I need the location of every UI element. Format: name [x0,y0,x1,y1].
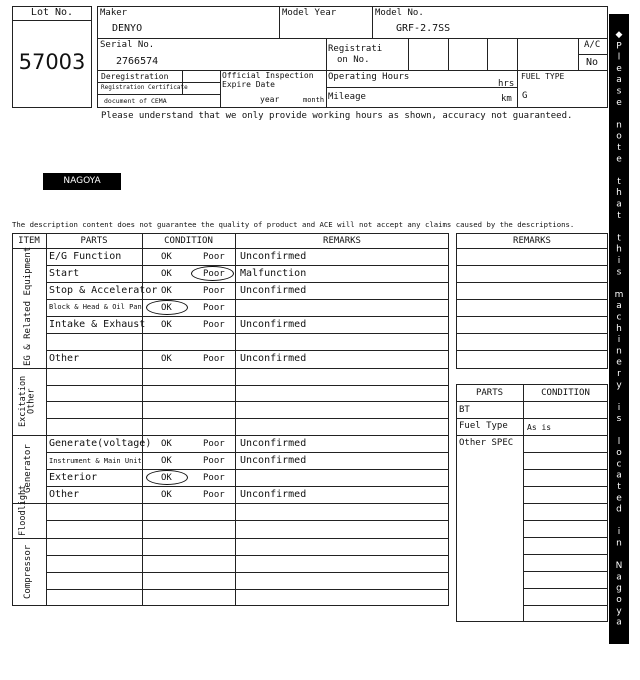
condition-ok: OK [161,473,172,483]
part-label: Other [49,353,80,364]
model-year-label: Model Year [282,8,337,18]
condition-ok: OK [161,456,172,466]
lot-no-label: Lot No. [30,7,74,18]
condition-ok: OK [161,303,172,313]
hours-note: Please understand that we only provide working hours as shown, accuracy not guaranteed. [101,111,573,121]
right-parts-label: PARTS [475,388,504,398]
ac-value: No [586,57,599,68]
disclaimer: The description content does not guarantee the quality of product and ACE will not accept any claims caused by the descriptions. [12,220,575,229]
part-label: Stop & Accelerator [49,285,158,296]
month-label: month [303,96,325,104]
header-item: ITEM [18,236,40,246]
condition-poor: Poor [203,354,225,364]
bt-label: BT [459,405,470,415]
part-label: Exterior [49,472,98,483]
remarks-value: Unconfirmed [240,489,307,500]
header-remarks-right: REMARKS [513,236,551,246]
part-label: Block & Head & Oil Pan [49,303,142,311]
fuel-type-value: G [522,91,528,101]
year-label: year [260,95,280,104]
remarks-value: Malfunction [240,268,307,279]
ac-label: A/C [584,40,601,50]
serial-label: Serial No. [100,40,155,50]
cema-label: document of CEMA [104,97,167,105]
remarks-value: Unconfirmed [240,285,307,296]
location-tag: NAGOYA [43,173,121,190]
other-spec-label: Other SPEC [459,438,514,448]
condition-poor: Poor [203,456,225,466]
right-condition-label: CONDITION [541,388,590,398]
registration-label-1: Registrati [328,44,383,54]
group-eg: EG & Related Equipment [23,246,33,366]
condition-poor: Poor [203,473,225,483]
part-label: Intake & Exhaust [49,319,146,330]
part-label: E/G Function [49,251,122,262]
header-parts: PARTS [80,236,108,246]
registration-label-2: on No. [337,55,370,65]
condition-ok: OK [161,354,172,364]
lot-no-value: 57003 [18,50,86,74]
group-floodlight: Floodlight [18,484,28,536]
selected-mark [191,266,234,281]
mileage-label: Mileage [328,92,366,102]
fuel-type-label: FUEL TYPE [521,72,565,81]
condition-poor: Poor [203,303,225,313]
side-notice-bar [594,14,629,644]
km-label: km [501,94,512,104]
condition-poor: Poor [203,439,225,449]
condition-poor: Poor [203,252,225,262]
condition-ok: OK [161,269,172,279]
model-no-value: GRF-2.7SS [396,23,451,34]
condition-ok: OK [161,286,172,296]
maker-value: DENYO [112,23,143,34]
condition-poor: Poor [203,286,225,296]
remarks-value: Unconfirmed [240,438,307,449]
operating-hours-label: Operating Hours [328,72,410,82]
condition-ok: OK [161,490,172,500]
group-excitation: Excitation Other [18,375,37,428]
condition-ok: OK [161,320,172,330]
condition-ok: OK [161,439,172,449]
condition-ok: OK [161,252,172,262]
model-no-label: Model No. [375,8,424,18]
condition-poor: Poor [203,490,225,500]
condition-poor: Poor [203,320,225,330]
remarks-value: Unconfirmed [240,251,307,262]
hrs-label: hrs [498,79,515,89]
fuel-type-row-label: Fuel Type [459,421,508,431]
remarks-value: Unconfirmed [240,455,307,466]
group-compressor: Compressor [23,544,33,600]
fuel-type-row-value: As is [527,423,552,432]
remarks-value: Unconfirmed [240,353,307,364]
side-notice-text: ◆Please note that this machinery is located in Nagoya Yard◆ [594,29,624,629]
maker-label: Maker [100,8,128,18]
group-generator: Generator [23,444,33,494]
selected-mark [146,470,188,485]
condition-poor: Poor [203,269,225,279]
inspection-label-1: Official Inspection [222,71,314,80]
deregistration-label: Deregistration [101,72,169,81]
inspection-label-2: Expire Date [222,80,275,89]
selected-mark [146,300,188,315]
part-label: Start [49,268,80,279]
part-label: Generate(voltage) [49,438,152,449]
remarks-value: Unconfirmed [240,319,307,330]
part-label: Instrument & Main Unit [49,457,142,465]
registration-cert-label: Registration Certificate [101,84,188,91]
serial-value: 2766574 [116,56,159,67]
part-label: Other [49,489,80,500]
header-condition: CONDITION [164,236,213,246]
header-remarks: REMARKS [323,236,361,246]
